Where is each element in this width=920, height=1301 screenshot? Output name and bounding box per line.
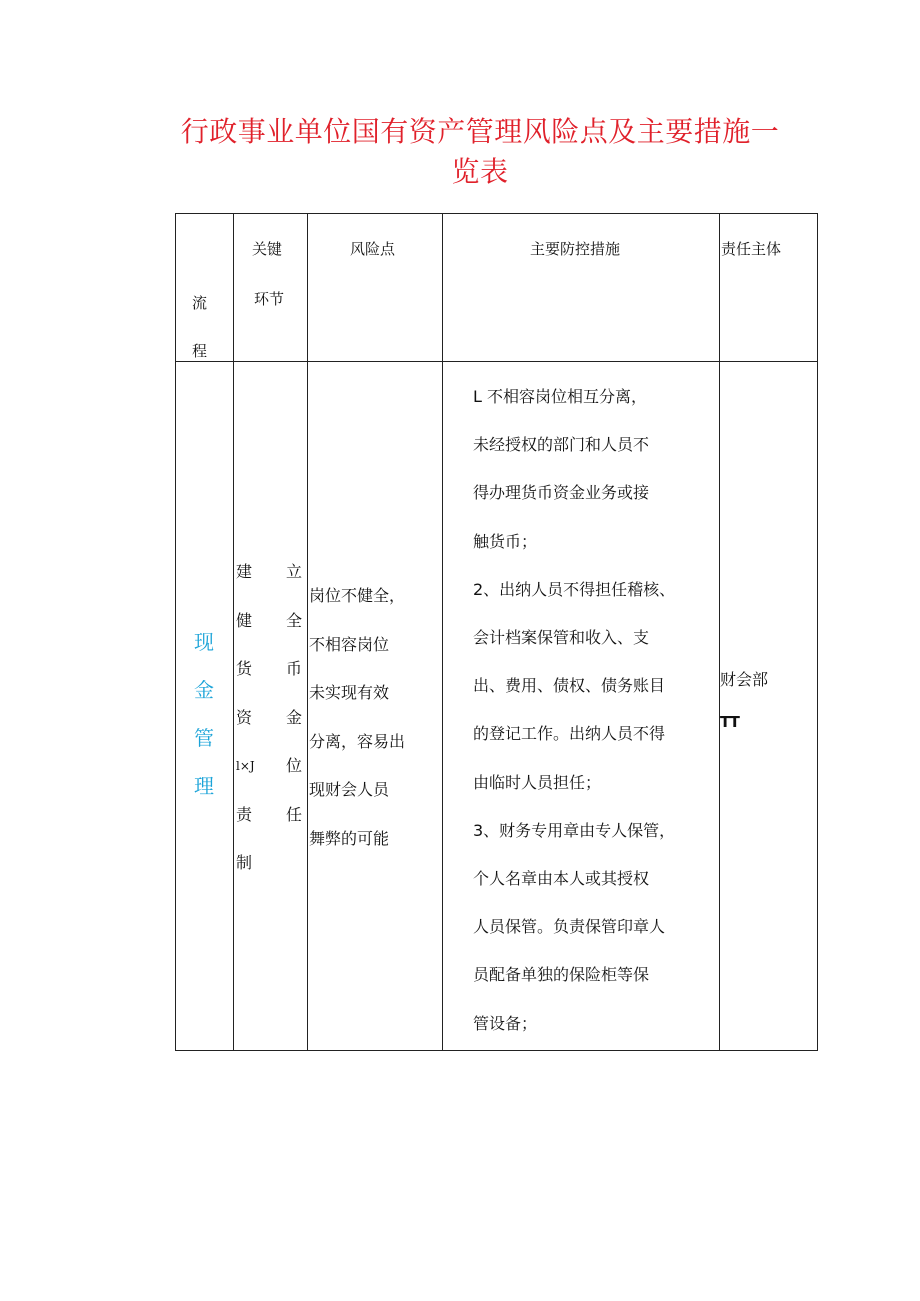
key-link-char: 建: [236, 562, 253, 581]
table-border-top: [175, 213, 818, 214]
key-link-char: 金: [285, 707, 302, 727]
key-link-char: 责: [236, 804, 253, 824]
header-process-2: 程: [192, 342, 208, 360]
risk-line: 不相容岗位: [309, 634, 390, 654]
header-separator: [175, 361, 818, 362]
measure-line: 由临时人员担任；: [473, 772, 602, 792]
key-link-row: [234, 548, 306, 597]
column-divider-2: [307, 213, 308, 1051]
measure-line: 触货币；: [473, 531, 538, 551]
column-divider-4: [719, 213, 720, 1051]
key-link-char: 资: [236, 707, 253, 727]
risk-line: 岗位不健全，: [309, 586, 406, 605]
measure-line: 的登记工作。出纳人员不得: [473, 724, 666, 744]
risk-line: 分离，容易出: [309, 731, 406, 751]
measures-cell: [473, 373, 713, 1048]
process-char: 管: [194, 726, 214, 750]
risk-line: 现财会人员: [309, 780, 390, 799]
key-link-char: 制: [236, 853, 253, 872]
risk-line: 未实现有效: [309, 683, 390, 702]
measure-line: 未经授权的部门和人员不: [473, 435, 650, 455]
process-char: 现: [194, 630, 214, 654]
document-title: [150, 112, 810, 192]
header-key-2: 环节: [254, 290, 285, 308]
key-link-row: [234, 742, 306, 791]
title-line-1: 行政事业单位国有资产管理风险点及主要措施一: [180, 115, 780, 148]
risk-cell: [309, 572, 439, 863]
measure-line: 得办理货币资金业务或接: [473, 483, 650, 503]
title-line-2: 览表: [451, 155, 509, 188]
key-link-row: [234, 597, 306, 646]
process-char: 金: [194, 678, 214, 702]
key-link-char: 币: [285, 659, 302, 678]
process-char: 理: [194, 774, 214, 798]
risk-line: 舞弊的可能: [309, 828, 390, 848]
measure-line: 2、出纳人员不得担任稽核、: [473, 579, 676, 599]
measure-line: 出、费用、债权、债务账目: [473, 676, 666, 696]
header-key-1: 关键: [252, 240, 283, 258]
header-owner: 责任主体: [721, 240, 782, 258]
measure-line: 管设备；: [473, 1013, 538, 1033]
key-link-char: 全: [285, 610, 302, 630]
key-link-char: l×J: [236, 759, 255, 773]
key-link-row: [234, 839, 306, 888]
key-link-char: 货: [236, 659, 253, 678]
table-border-right: [817, 213, 818, 1051]
key-link-char: 任: [285, 804, 302, 824]
measure-line: 个人名章由本人或其授权: [473, 869, 650, 889]
owner-mark: TT: [720, 713, 739, 731]
key-link-char: 立: [285, 562, 302, 581]
header-process-1: 流: [192, 294, 208, 312]
header-risk: 风险点: [350, 240, 396, 258]
key-link-row: [234, 645, 306, 694]
column-divider-3: [442, 213, 443, 1051]
key-link-char: 位: [285, 756, 302, 775]
measure-line: 会计档案保管和收入、支: [473, 628, 650, 648]
key-link-cell: [234, 548, 306, 888]
table-border-bottom: [175, 1050, 818, 1051]
owner-cell: 财会部: [720, 670, 769, 689]
measure-line: 人员保管。负责保管印章人: [473, 917, 666, 937]
key-link-row: [234, 791, 306, 840]
measure-line: 3、财务专用章由专人保管，: [473, 820, 676, 840]
key-link-row: [234, 694, 306, 743]
key-link-char: 健: [236, 610, 253, 630]
measure-line: 员配备单独的保险柜等保: [473, 965, 650, 985]
risk-measures-table: [175, 213, 818, 1051]
measure-line: L 不相容岗位相互分离，: [473, 387, 648, 406]
process-cell: [175, 618, 233, 810]
header-measures: 主要防控措施: [530, 240, 621, 258]
